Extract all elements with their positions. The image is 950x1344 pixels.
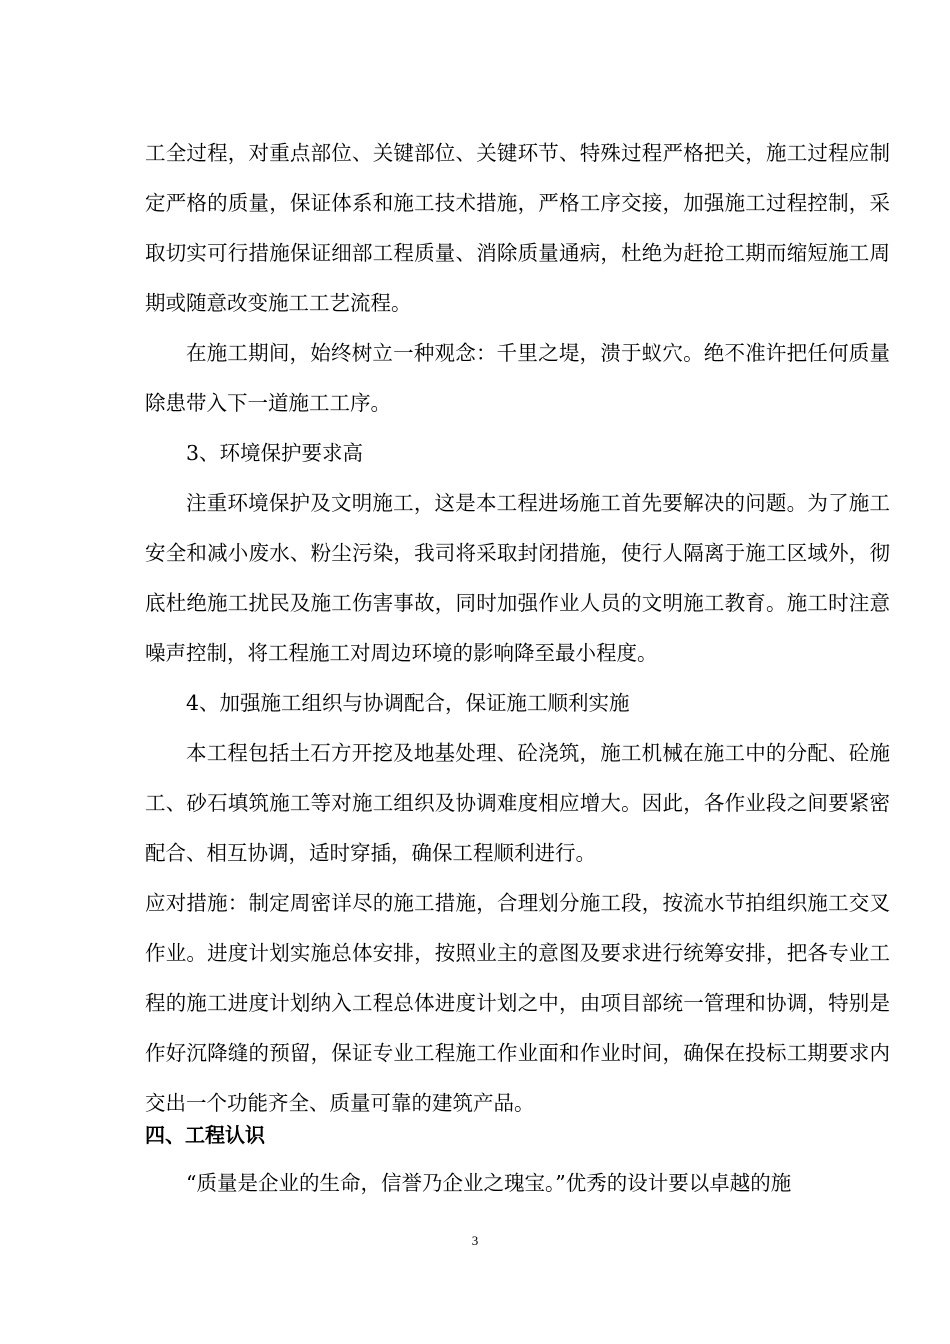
section-heading: 四、工程认识 [145,1123,265,1147]
subheading-coordination: 4、加强施工组织与协调配合，保证施工顺利实施 [186,691,630,715]
page-number: 3 [471,1233,479,1248]
subheading-environment: 3、环境保护要求高 [186,441,364,465]
paragraph-coordination: 本工程包括土石方开挖及地基处理、砼浇筑，施工机械在施工中的分配、砼施工、砂石填筑施工等对施工组织及协调难度相应增大。因此，各作业段之间要紧密配合、相互协调，适时穿插，确保工程顺利进行。 [145,741,890,865]
paragraph-quality-control: 工全过程，对重点部位、关键部位、关键环节、特殊过程严格把关，施工过程应制定严格的质量，保证体系和施工技术措施，严格工序交接，加强施工过程控制，采取切实可行措施保证细部工程质量、消除质量通病，杜绝为赶抢工期而缩短施工周期或随意改变施工工艺流程。 [145,141,890,315]
paragraph-environment: 注重环境保护及文明施工，这是本工程进场施工首先要解决的问题。为了施工安全和减小废水、粉尘污染，我司将采取封闭措施，使行人隔离于施工区域外，彻底杜绝施工扰民及施工伤害事故，同时加强作业人员的文明施工教育。施工时注意噪声控制，将工程施工对周边环境的影响降至最小程度。 [145,491,890,665]
paragraph-quality-concept: 在施工期间，始终树立一种观念：千里之堤，溃于蚁穴。绝不准许把任何质量除患带入下一道施工工序。 [145,341,890,415]
paragraph-project-understanding: “质量是企业的生命，信誉乃企业之瑰宝。”优秀的设计要以卓越的施 [186,1171,792,1195]
paragraph-countermeasures: 应对措施：制定周密详尽的施工措施，合理划分施工段，按流水节拍组织施工交叉作业。进度计划实施总体安排，按照业主的意图及要求进行统筹安排，把各专业工程的施工进度计划纳入工程总体进度计划之中，由项目部统一管理和协调，特别是作好沉降缝的预留，保证专业工程施工作业面和作业时间，确保在投标工期要求内交出一个功能齐全、质量可靠的建筑产品。 [145,891,890,1115]
